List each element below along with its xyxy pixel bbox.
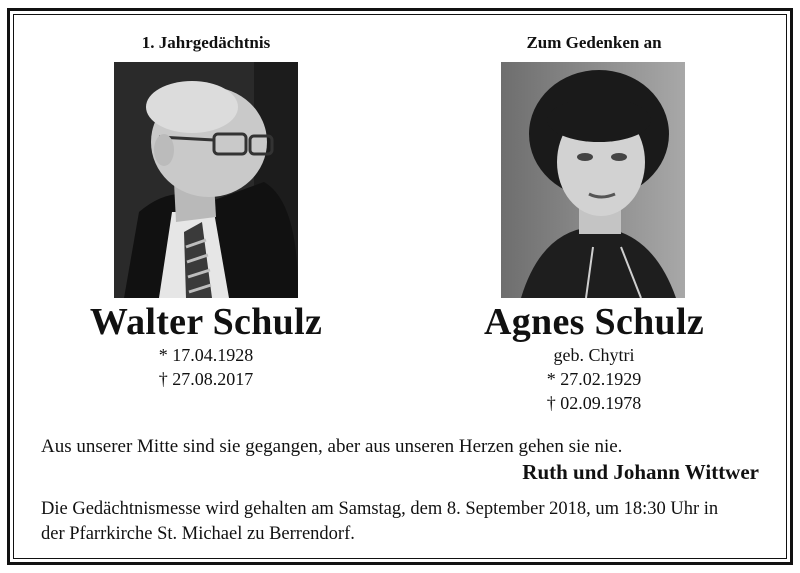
signers: Ruth und Johann Wittwer [522,460,759,484]
death-date: † 02.09.1978 [546,393,642,413]
birth-date: * 17.04.1928 [158,345,254,365]
death-date: † 27.08.2017 [158,369,254,389]
maiden-name: geb. Chytri [553,345,635,365]
heading-in-memory: Zum Gedenken an [526,33,662,52]
birth-date: * 27.02.1929 [546,369,642,389]
dates-agnes-schulz [494,343,694,415]
portrait-walter-schulz [114,62,298,298]
mass-line-2: der Pfarrkirche St. Michael zu Berrendorf. [41,524,355,544]
name-agnes-schulz: Agnes Schulz [483,301,705,343]
memorial-quote: Aus unserer Mitte sind sie gegangen, aber aus unseren Herzen gehen sie nie. [41,436,623,457]
portrait-agnes-schulz [501,62,685,298]
name-walter-schulz: Walter Schulz [89,301,323,343]
dates-walter-schulz [106,343,306,391]
heading-anniversary: 1. Jahrgedächtnis [141,33,271,52]
mass-line-1: Die Gedächtnismesse wird gehalten am Samstag, dem 8. September 2018, um 18:30 Uhr in [41,499,719,519]
memorial-mass-notice [41,497,766,547]
